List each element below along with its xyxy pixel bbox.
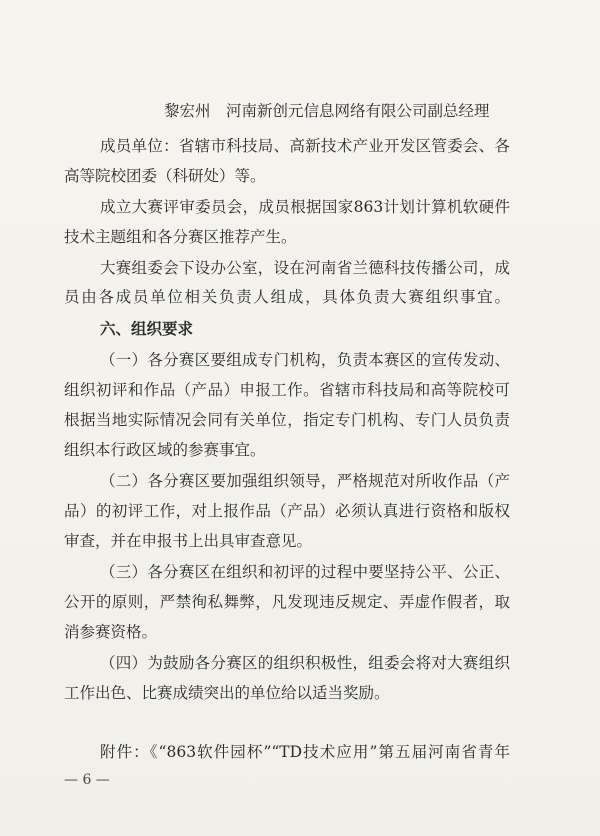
text-line: （二）各分赛区要加强组织领导，严格规范对所收作品（产 [100,472,510,490]
text-line: 成员单位：省辖市科技局、高新技术产业开发区管委会、各 [100,137,510,155]
text-line: 组织初评和作品（产品）申报工作。省辖市科技局和高等院校可 [64,381,510,399]
text-line: 消参赛资格。 [64,623,158,641]
section-heading: 六、组织要求 [100,320,194,338]
text-line: 高等院校团委（科研处）等。 [64,167,266,185]
text-line: 成立大赛评审委员会，成员根据国家863计划计算机软硬件 [100,198,510,216]
text-line: 品）的初评工作，对上报作品（产品）必须认真进行资格和版权 [64,502,510,520]
page-number: — 6 — [64,772,110,788]
text-line: 公开的原则，严禁徇私舞弊，凡发现违反规定、弄虚作假者，取 [64,593,510,611]
member-name-line: 黎宏州 河南新创元信息网络有限公司副总经理 [164,102,490,120]
text-line: 员由各成员单位相关负责人组成，具体负责大赛组织事宜。 [64,288,510,306]
attachment-line: 附件：《“863软件园杯”“TD技术应用”第五届河南省青年 [100,743,510,761]
text-line: （三）各分赛区在组织和初评的过程中要坚持公平、公正、 [100,563,510,581]
text-line: 根据当地实际情况会同有关单位，指定专门机构、专门人员负责 [64,411,510,429]
text-line: 工作出色、比赛成绩突出的单位给以适当奖励。 [64,684,390,702]
text-line: （四）为鼓励各分赛区的组织积极性，组委会将对大赛组织 [100,654,510,672]
text-line: 审查，并在申报书上出具审查意见。 [64,532,313,550]
text-line: 组织本行政区域的参赛事宜。 [64,441,266,459]
text-line: 大赛组委会下设办公室，设在河南省兰德科技传播公司，成 [100,259,510,277]
text-line: 技术主题组和各分赛区推荐产生。 [64,228,297,246]
text-line: （一）各分赛区要组成专门机构，负责本赛区的宣传发动、 [100,351,510,369]
